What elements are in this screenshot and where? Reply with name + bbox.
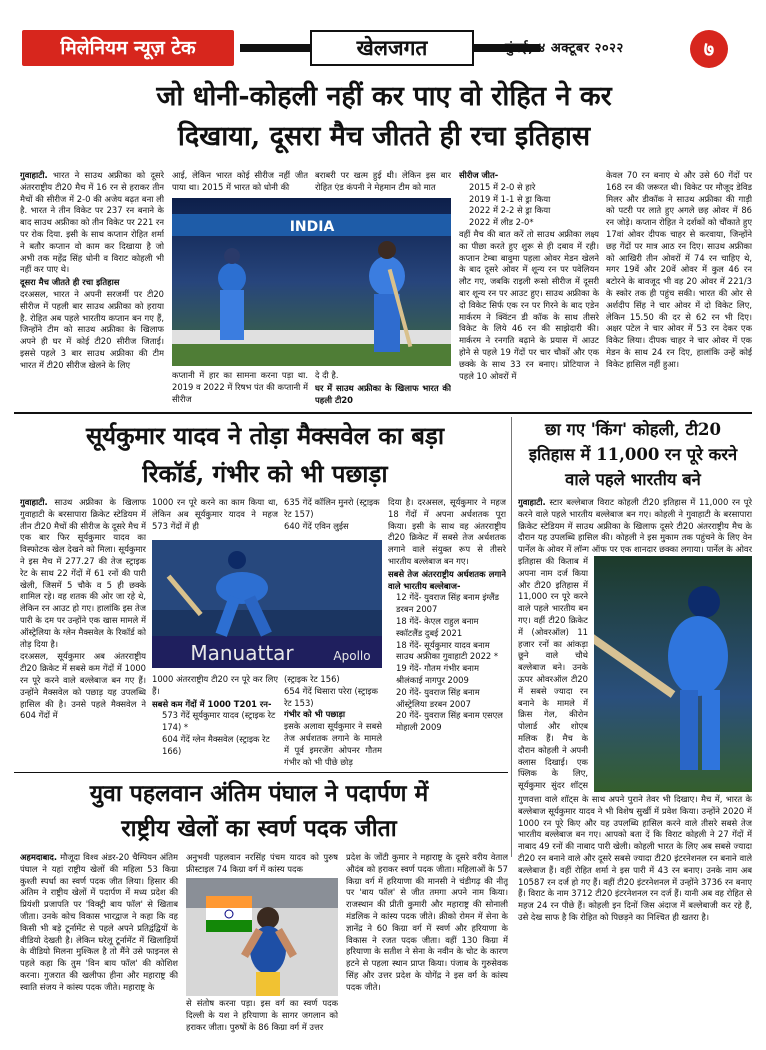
story1-col2-bottom: कप्तानी में हार का सामना करना पड़ा था. 2019 व 2022 में रिषभ पंत की कप्तानी में सीरीज [172,370,308,404]
story1-col4-text: वहीं मैच की बात करें तो साउथ अफ्रीका लक्ष्य का पीछा करते हुए शुरू से ही दबाव में रही। कप्तान टेम्बा बावुमा पहला ओवर मेडन खेलने के बाद दूसरे ओवर में शून्य रन पर पवेलियन लौट गए, जबकि राइली रूसो सीरीज में दूसरी बार शून्य रन पर आउट हुए। साउथ अफ्रीका के दो विकेट सिर्फ एक रन पर गिरने के बाद एडेन मार्करम ने क्विंटन डी कॉक के साथ तीसरे विकेट के लिये 46 रन की साझेदारी की। मार्करम ने रनगति बढ़ाने के प्रयास में आउट होने से पहले 19 गेंदों पर चार चौकों और एक छक्के के साथ 33 रन बनाए। प्रोटियाज ने पहले 10 ओवरों में [459,228,599,381]
story2-col3-bottom [284,674,382,774]
masthead [0,0,766,72]
fastest-item: 18 गेंदें- सूर्यकुमार यादव बनाम साउथ अफ्रीका गुवाहाटी 2022 * [396,639,499,662]
story1-col3-bottom-wrap [315,370,451,410]
section-title: खेलजगत [310,30,474,66]
fewest-item: 654 गेंदें थिसारा परेरा (स्ट्राइक रेट 153) [284,685,378,708]
story3-bottom: गुणवत्ता वाले शॉट्स के साथ अपने पुराने तेवर भी दिखाए। मैच में, भारत के बल्लेबाज सूर्यकुमार यादव ने भी विशेष सुर्खी में प्रवेश किया। उन्होंने 2020 में 1000 रन पूरे किए और यह उपलब्धि हासिल करने वाले तीसरे सबसे तेज भारतीय बल्लेबाज बन गए। आपको बता दें कि विराट कोहली ने 27 गेंदों में नाबाद 49 रनों की नाबाद पारी खेली। कोहली भारत के लिए अब सबसे ज्यादा टी20 रन बनाने वाले और दूसरे सबसे ज्यादा टी20 इंटरनेशनल रन बनाने वाले बल्लेबाज हैं। वहीं रोहित शर्मा ने इस पारी में 43 रन बनाए। उनके नाम अब 10587 रन दर्ज हो गए हैं। वहीं टी20 इंटरनेशनल में उन्होंने 3736 रन बनाए हैं। विराट के नाम 3712 टी20 इंटरनेशनल रन दर्ज हैं। यानी अब वह रोहित से महज 24 रन पीछे हैं। कोहली इन दिनों जिस अंदाज में बल्लेबाजी कर रहे हैं, उसे देख साफ है कि रोहित को पिछड़ने का निश्चित ही खतरा है। [518,794,752,922]
story4-headline-line1: युवा पहलवान अंतिम पंघाल ने पदार्पण में [89,780,429,807]
story1-col1 [20,170,164,410]
story1-headline-line2: दिखाया, दूसरा मैच जीतते ही रचा इतिहास [177,121,591,152]
story2-headline-line2: रिकॉर्ड, गंभीर को भी पछाड़ा [142,459,388,488]
series-item: 2022 में 2-2 से ड्रा किया [469,205,551,216]
fastest-item: 18 गेंदें- केएल राहुल बनाम स्कॉटलैंड दुबई 2021 [396,615,479,638]
story1-dateline: गुवाहाटी. [20,170,48,180]
story1-col3-bottom: दे दी है. [315,370,339,380]
series-item: 2019 में 1-1 से ड्रा किया [469,193,551,204]
fewest-item: 573 गेंदें सूर्यकुमार यादव (स्ट्राइक रेट 174) * [162,710,276,733]
story3-headline-line2: इतिहास में 11,000 रन पूरे करने [528,445,738,464]
story3-headline-line3: वाले पहले भारतीय बने [565,470,701,489]
photo-banner-text: INDIA [289,219,335,235]
story2-headline [30,417,500,493]
fewest-title: सबसे कम गेंदों में 1000 T201 रन- [152,698,272,709]
story2-col4-text: दिया है। दरअसल, सूर्यकुमार ने महज 18 गेंदों में अपना अर्धशतक पूरा किया। इसी के साथ वह अंतरराष्ट्रीय टी20 क्रिकेट में सबसे तेज अर्धशतक लगाने वाले संयुक्त रूप से तीसरे भारतीय बल्लेबाज बन गए। [388,497,506,566]
story2-col1-b: दरअसल, सूर्यकुमार अब अंतरराष्ट्रीय टी20 क्रिकेट में सबसे कम गेंदों में 1000 रन पूरे करने वाले बल्लेबाज बन गए हैं। उन्होंने मैक्सवेल को पछाड़ यह उपलब्धि हासिल की है। उनसे पहले मैक्सवेल ने 604 गेंदों में [20,651,146,721]
story3-dateline: गुवाहाटी. [518,497,546,507]
series-item: 2022 में लीड 2-0* [469,217,534,228]
story1-col1-b: दरअसल, भारत ने अपनी सरजमीं पर टी20 सीरीज में पहली बार साउथ अफ्रीका को हराया है. रोहित अब पहले भारतीय कप्तान बन गए हैं, जिन्होंने टीम को साउथ अफ्रीका के खिलाफ अपने ही घर में कोई टी20 सीरीज जिताई। इससे पहले 3 बार साउथ अफ्रीका की टीम भारत में टी20 सीरीज खेलने के लिए [20,288,164,370]
story2-subhead: गंभीर को भी पछाड़ा [284,709,346,720]
fastest-list [388,592,506,734]
story2-headline-line1: सूर्यकुमार यादव ने तोड़ा मैक्सवेल का बड़ा [85,421,445,450]
divider [14,772,508,773]
story4-col3: प्रदेश के जोंटी कुमार ने महाराष्ट्र के दूसरे वरीय वेताल औदंब को हराकर स्वर्ण पदक जीता। महिलाओं के 57 किग्रा वर्ग में हरियाणा की मानसी ने चंडीगढ़ की नीतू पर 'बाय फॉल' से जीत तमगा अपने नाम किया। राजस्थान की प्रीती कुमारी और महाराष्ट्र की सोनाली मंडलिक ने कांस्य पदक जीते। क्रीको रोमन में सेना के ज्ञानेंद्र ने 60 किग्रा वर्ग में स्वर्ण और हरियाणा के विकास ने रजत पदक जीता। वहीं 130 किग्रा में हरियाणा के सतीश ने सेना के नवीन के चोट के कारण हटने से पहला स्थान प्राप्त किया। पंजाब के गुरुसेवक सिंह और उत्तर प्रदेश के योगेंद्र ने इस वर्ग के कांस्य पदक जीते। [346,852,508,992]
story1-caption: घर में साउथ अफ्रीका के खिलाफ भारत की पहली टी20 [315,382,451,405]
story1-col1-text: भारत ने साउथ अफ्रीका को दूसरे अंतरराष्ट्रीय टी20 मैच में 16 रन से हराकर तीन मैचों की सीरीज में 2-0 की अजेय बढ़त बना ली है. भारत ने तीन विकेट पर 237 रन बनाने के बाद साउथ अफ्रीका को तीन विकेट पर 221 रन पर रोक दिया. इसी के साथ कप्तान रोहित शर्मा ने बतौर कप्तान वो काम कर दिखाया है जो अभी तक महेंद्र सिंह धोनी व विराट कोहली भी नहीं कर पाए थे। [20,170,164,275]
fewest-item: (स्ट्राइक रेट 156) [284,674,340,684]
fewest-item: 635 गेंदें कॉलिन मुनरो (स्ट्राइक रेट 157) [284,497,380,519]
story3-intro [518,497,752,555]
rohit-sharma-photo [172,198,451,366]
story1-headline-line1: जो धोनी-कोहली नहीं कर पाए वो रोहित ने कर [156,81,612,112]
issue-date: मुंबई, ४ अक्टूबर २०२२ [505,41,624,56]
story2-col3-b: इसके अलावा सूर्यकुमार ने सबसे तेज अर्धशतक लगाने के मामले में पूर्व इमरजेंग ओपनर गौतम गंभीर को भी पीछे छोड़ [284,721,382,767]
fastest-item: 20 गेंदें- युवराज सिंह बनाम ऑस्ट्रेलिया डरबन 2007 [396,686,480,709]
story3-headline-line1: छा गए 'किंग' कोहली, टी20 [544,420,722,439]
column-divider [511,417,512,857]
story2-col4 [388,497,506,773]
story1-subhead: दूसरा मैच जीतते ही रचा इतिहास [20,277,120,288]
antim-panghal-photo [186,878,338,996]
story4-col1 [20,852,178,1042]
story2-col2-bottom-text: 1000 अंतरराष्ट्रीय टी20 रन पूरे कर लिए हैं। [152,674,278,696]
story4-col2-top: अनुभवी पहलवान नरसिंह पंचम यादव को पुरुष फ्रीस्टाइल 74 किग्रा वर्ग में कांस्य पदक [186,852,338,874]
story1-col4 [459,170,599,410]
story3-headline [516,417,750,492]
virat-kohli-photo [594,556,752,792]
fewest-item: 604 गेंदें ग्लेन मैक्सवेल (स्ट्राइक रेट 166) [162,733,270,756]
fewest-more [284,674,382,709]
story4-col1-text: मौजूदा विश्व अंडर-20 चैम्पियन अंतिम पंघाल ने यहां राष्ट्रीय खेलों की महिला 53 किग्रा कुश्ती स्पर्धा का स्वर्ण पदक जीत लिया। हिसार की अंतिम ने राष्ट्रीय खेलों में पदार्पण में मध्य प्रदेश की प्रियंशी प्रजापति पर 'विक्ट्री बाय फॉल' से खिताब जीता। उनके कोच विकास भारद्वाज ने कहा कि वह किसी भी बड़े टूर्नामेंट से पहले अपने प्रतिद्वंद्वियों के वीडियो देखती है। लेकिन घरेलू टूर्नामेंट में खिलाड़ियों के वीडियो मिलना मुश्किल है तो मैंने उसे फाइनल से पहले कहा कि तुम 'विन बाय फॉल' की कोशिश करना। गुजरात की खलीफा हीना और महाराष्ट्र की स्वाति संजय ने कांस्य पदक जीते। महाराष्ट्र के [20,852,178,992]
fastest-item: 12 गेंदें- युवराज सिंह बनाम इंग्लैंड डरबन 2007 [396,592,499,615]
story4-headline [24,776,494,846]
story2-col1 [20,497,146,767]
story4-dateline: अहमदाबाद. [20,852,58,862]
story4-headline-line2: राष्ट्रीय खेलों का स्वर्ण पदक जीता [121,815,397,842]
story1-col5: केवल 70 रन बनाए थे और उसे 60 गेंदों पर 168 रन की जरूरत थी। विकेट पर मौजूद डेविड मिलर और डीकॉक ने साउथ अफ्रीका की गाड़ी को पटरी पर लाते हुए अगले छह ओवर में 86 रन जोड़े। कप्तान रोहित ने दर्शकों को चौंकाते हुए 17वां ओवर दीपक चाहर से करवाया, जिन्होंने छह गेंदों पर मात्र आठ रन दिए। साउथ अफ्रीका को आखिरी तीन ओवरों में 74 रन चाहिए थे, मगर 19वें और 20वें ओवर में कुल 46 रन बटोरने के बावजूद भी वह 20 ओवर में 221/3 के स्कोर तक ही पहुंच सकी। भारत की ओर से अर्शदीप सिंह ने चार ओवर में दो विकेट लिए, लेकिन 15.50 की दर से 62 रन भी दिए। अक्षर पटेल ने चार ओवर में 53 रन देकर एक विकेट लिया। दीपक चाहर ने चार ओवर में एक मेडन के साथ 24 रन दिए, हालांकि उन्हें कोई विकेट हासिल नहीं हुआ। [606,170,752,369]
story4-col2-bottom: से संतोष करना पड़ा। इस वर्ग का स्वर्ण पदक दिल्ली के यश ने हरियाणा के सागर जगलान को हराकर जीता। पुरुषों के 86 किग्रा वर्ग में उत्तर [186,998,338,1032]
story2-col1-text: साउथ अफ्रीका के खिलाफ गुवाहाटी के बरसापारा क्रिकेट स्टेडियम में तीन टी20 मैचों की सीरीज के दूसरे मैच में एक बार फिर सूर्यकुमार यादव का विस्फोटक खेल देखने को मिला। सूर्यकुमार ने इस मैच में 277.27 की तेज स्ट्राइक रेट के साथ 22 गेंदों में 61 रनों की पारी खेली, जिसमें 5 चौके व 5 ही छक्के शामिल रहे। वह शतक की ओर जा रहे थे, लेकिन रन आउट हो गए। हालांकि इस तेज पारी के दम पर उन्होंने एक खास मामले में ऑस्ट्रेलिया के ग्लेन मैक्सवेल के रिकॉर्ड को तोड़ दिया है। [20,497,146,649]
story1-col2-top: आई, लेकिन भारत कोई सीरीज नहीं जीत पाया था। 2015 में भारत को धोनी की [172,170,308,192]
series-item: 2015 में 2-0 से हारे [469,181,536,192]
story2-col2-bottom [152,674,278,774]
series-title: सीरीज जीत- [459,170,499,180]
fastest-item: 19 गेंदें- गौतम गंभीर बनाम श्रीलंकाई नागपुर 2009 [396,663,479,685]
fewest-item: 640 गेंदें एविन लुईस [284,520,349,531]
story2-dateline: गुवाहाटी. [20,497,48,507]
story3-intro-text: स्टार बल्लेबाज विराट कोहली टी20 इतिहास में 11,000 रन पूरे करने वाले पहले भारतीय बल्लेबाज बन गए। कोहली ने गुवाहाटी के बरसापारा क्रिकेट स्टेडियम में साउथ अफ्रीका के खिलाफ दूसरे टी20 अंतरराष्ट्रीय मैच के दौरान यह उपलब्धि हासिल की। कोहली ने इस मुकाम तक पहुंचने के लिए वेन पार्नेल के ओवर में लॉन्ग ऑफ पर एक शानदार छक्का लगाया। पार्नेल के ओवर [518,497,752,555]
svg-text:Manuattar: Manuattar [190,641,294,665]
story1-headline [14,77,754,157]
suryakumar-photo [152,540,382,668]
story2-col2-top: 1000 रन पूरे करने का काम किया था, लेकिन अब सूर्यकुमार यादव ने महज 573 गेंदों में ही [152,497,278,531]
story3-narrow: इतिहास की किताब में अपना नाम दर्ज किया और टी20 इतिहास में 11,000 रन पूरे करने वाले पहले भारतीय बन गए। वहीं टी20 क्रिकेट में (ओवरऑल) 11 हजार रनों का आंकड़ा छूने वाले चौथे बल्लेबाज बने। उनके ऊपर ओवरऑल टी20 में सबसे ज्यादा रन बनाने के मामले में क्रिस गेल, कीरोन पोलार्ड और शोएब मलिक हैं। मैच के दौरान कोहली ने अपनी क्लास दिखाई। एक फ्लिक के लिए, सूर्यकुमार सुंदर शॉट्स [518,556,588,791]
fewest-list [152,710,278,757]
fastest-item: 20 गेंदें- युवराज सिंह बनाम एसएल मोहाली 2009 [396,710,503,733]
page-number: ७ [690,30,728,68]
brand-logo: मिलेनियम न्यूज़ टेक [22,30,234,66]
series-list [459,182,599,229]
svg-text:Apollo: Apollo [333,649,371,663]
story2-col3-top [284,497,382,533]
story1-col3-top: बराबरी पर खत्म हुई थी। लेकिन इस बार रोहित एंड कंपनी ने मेहमान टीम को मात [315,170,451,192]
fastest-title: सबसे तेज अंतरराष्ट्रीय अर्धशतक लगाने वाले भारतीय बल्लेबाज- [388,568,506,591]
divider [14,412,752,414]
